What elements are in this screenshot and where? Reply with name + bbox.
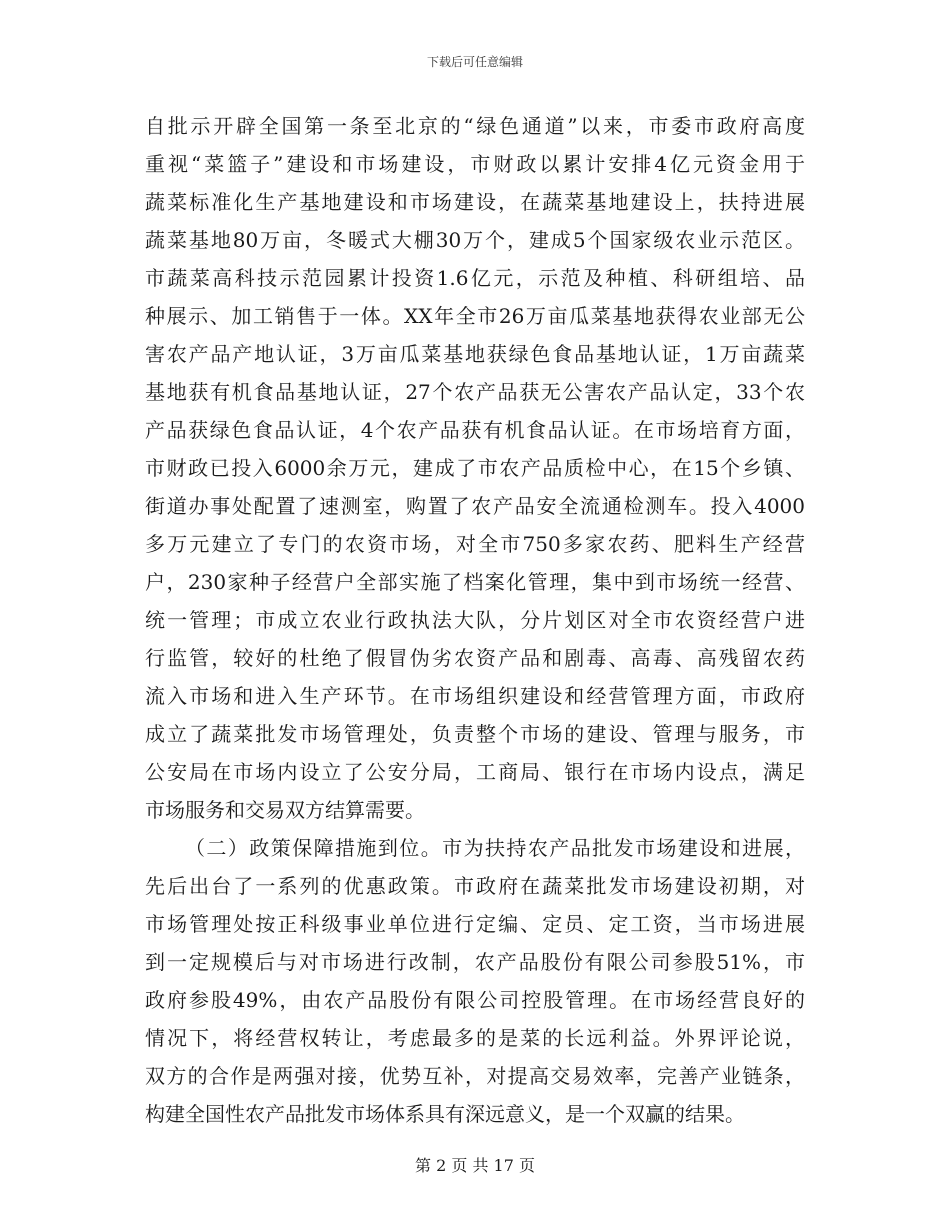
text-line: 流入市场和进入生产环节。在市场组织建设和经营管理方面，市政府	[145, 684, 805, 708]
text-line: 到一定规模后与对市场进行改制，农产品股份有限公司参股51%，市	[145, 950, 805, 974]
text-line: 基地获有机食品基地认证，27个农产品获无公害农产品认定，33个农	[145, 380, 805, 404]
paragraph	[145, 829, 805, 1133]
header-note: 下载后可任意编辑	[426, 55, 523, 69]
text-line: 情况下，将经营权转让，考虑最多的是菜的长远利益。外界评论说，	[145, 1026, 805, 1050]
paragraph	[145, 107, 805, 829]
text-line: 市财政已投入6000余万元，建成了市农产品质检中心，在15个乡镇、	[145, 456, 805, 480]
text-line: 户，230家种子经营户全部实施了档案化管理，集中到市场统一经营、	[145, 570, 805, 594]
text-line: 蔬菜标准化生产基地建设和市场建设，在蔬菜基地建设上，扶持进展	[145, 190, 805, 214]
text-line: 蔬菜基地80万亩，冬暖式大棚30万个，建成5个国家级农业示范区。	[145, 228, 805, 252]
text-line: 重视“菜篮子”建设和市场建设，市财政以累计安排4亿元资金用于	[145, 152, 805, 176]
text-line: 先后出台了一系列的优惠政策。市政府在蔬菜批发市场建设初期，对	[145, 874, 805, 898]
text-line: 政府参股49%，由农产品股份有限公司控股管理。在市场经营良好的	[145, 988, 805, 1012]
text-line: 产品获绿色食品认证，4个农产品获有机食品认证。在市场培育方面，	[145, 418, 805, 442]
page-number-footer: 第 2 页 共 17 页	[415, 1156, 535, 1175]
text-line: 街道办事处配置了速测室，购置了农产品安全流通检测车。投入4000	[145, 494, 805, 518]
text-line: 双方的合作是两强对接，优势互补，对提高交易效率，完善产业链条，	[145, 1064, 805, 1088]
text-line: 公安局在市场内设立了公安分局，工商局、银行在市场内设点，满足	[145, 760, 805, 784]
document-body	[145, 107, 805, 1133]
text-line: 种展示、加工销售于一体。XX年全市26万亩瓜菜基地获得农业部无公	[145, 304, 805, 328]
text-line: 多万元建立了专门的农资市场，对全市750多家农药、肥料生产经营	[145, 532, 805, 556]
text-line: 市蔬菜高科技示范园累计投资1.6亿元，示范及种植、科研组培、品	[145, 266, 805, 290]
text-line: 害农产品产地认证，3万亩瓜菜基地获绿色食品基地认证，1万亩蔬菜	[145, 342, 805, 366]
text-line: 自批示开辟全国第一条至北京的“绿色通道”以来，市委市政府高度	[145, 114, 805, 138]
text-line: （二）政策保障措施到位。市为扶持农产品批发市场建设和进展，	[185, 836, 805, 860]
text-line: 行监管，较好的杜绝了假冒伪劣农资产品和剧毒、高毒、高残留农药	[145, 646, 805, 670]
text-line: 市场管理处按正科级事业单位进行定编、定员、定工资，当市场进展	[145, 912, 805, 936]
text-line: 构建全国性农产品批发市场体系具有深远意义，是一个双赢的结果。	[145, 1102, 745, 1126]
text-line: 成立了蔬菜批发市场管理处，负责整个市场的建设、管理与服务，市	[145, 722, 805, 746]
text-line: 市场服务和交易双方结算需要。	[145, 798, 425, 822]
text-line: 统一管理；市成立农业行政执法大队，分片划区对全市农资经营户进	[145, 608, 805, 632]
